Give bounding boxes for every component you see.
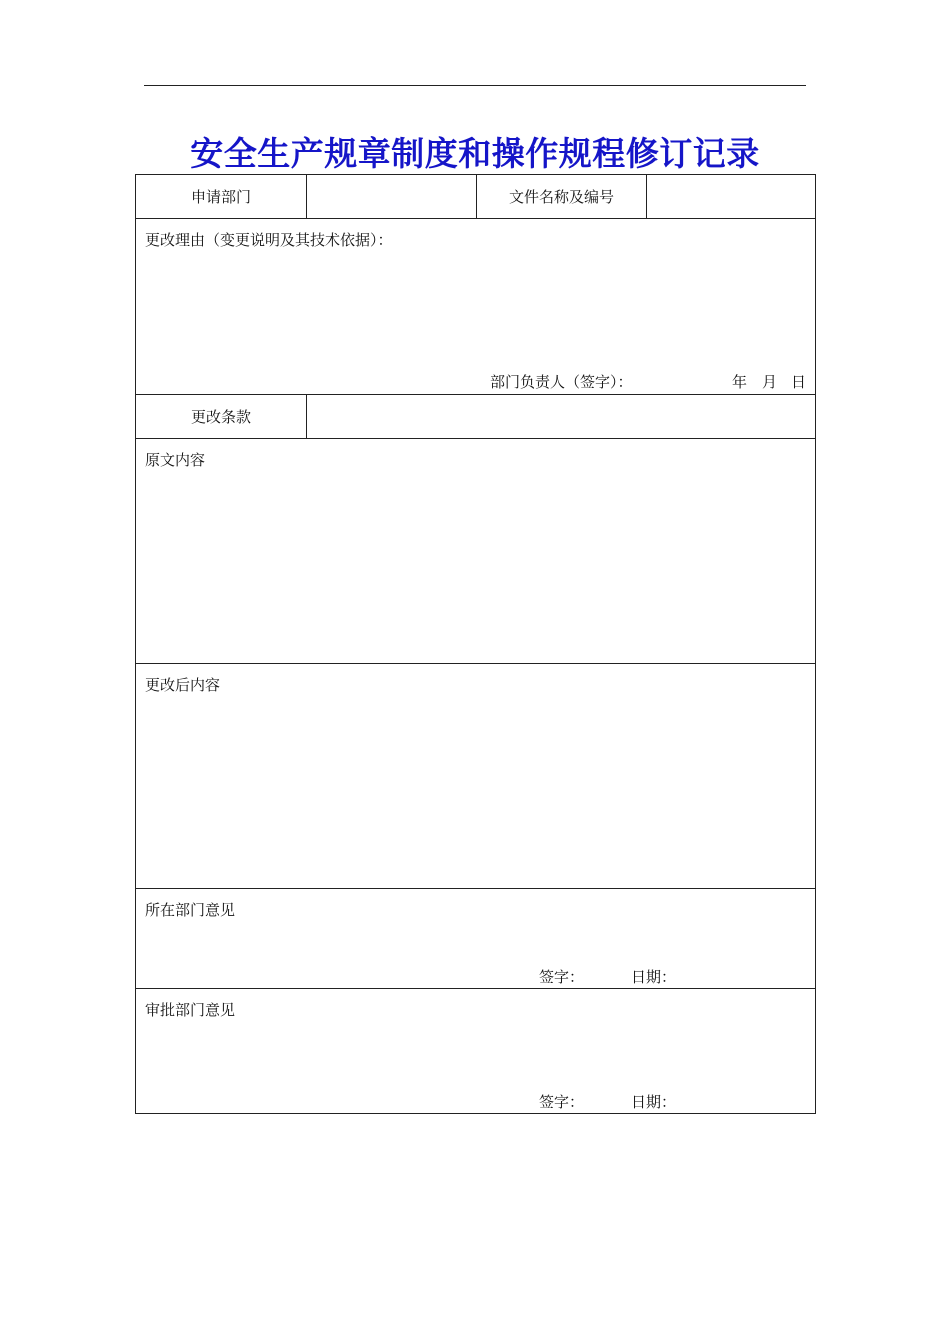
dept-date-label: 日期： — [631, 968, 677, 986]
header-row — [136, 175, 815, 219]
day-label: 日 — [791, 373, 807, 391]
dept-head-sign-label: 部门负责人（签字）： — [490, 373, 633, 391]
revised-content-label: 更改后内容 — [145, 676, 221, 694]
original-content-section[interactable] — [136, 439, 815, 664]
approval-sign-label: 签字： — [539, 1093, 585, 1111]
year-label: 年 — [732, 373, 748, 391]
dept-opinion-label: 所在部门意见 — [145, 901, 236, 919]
approval-opinion-label: 审批部门意见 — [145, 1001, 236, 1019]
dept-opinion-section[interactable] — [136, 889, 815, 989]
header-rule — [144, 85, 806, 86]
revised-content-section[interactable] — [136, 664, 815, 889]
clause-label: 更改条款 — [190, 408, 251, 426]
revision-record-form — [135, 174, 816, 1114]
month-label: 月 — [762, 373, 778, 391]
document-title: 安全生产规章制度和操作规程修订记录 — [190, 134, 760, 173]
apply-dept-field[interactable] — [306, 175, 476, 218]
original-content-label: 原文内容 — [145, 451, 206, 469]
clause-field[interactable] — [306, 395, 815, 438]
reason-label: 更改理由（变更说明及其技术依据）： — [145, 231, 393, 249]
dept-sign-label: 签字： — [539, 968, 585, 986]
file-name-field[interactable] — [646, 175, 815, 218]
file-name-label: 文件名称及编号 — [476, 175, 646, 218]
apply-dept-label: 申请部门 — [190, 188, 251, 206]
approval-opinion-section[interactable] — [136, 989, 815, 1113]
reason-section[interactable] — [136, 219, 815, 395]
approval-date-label: 日期： — [631, 1093, 677, 1111]
clause-row — [136, 395, 815, 439]
